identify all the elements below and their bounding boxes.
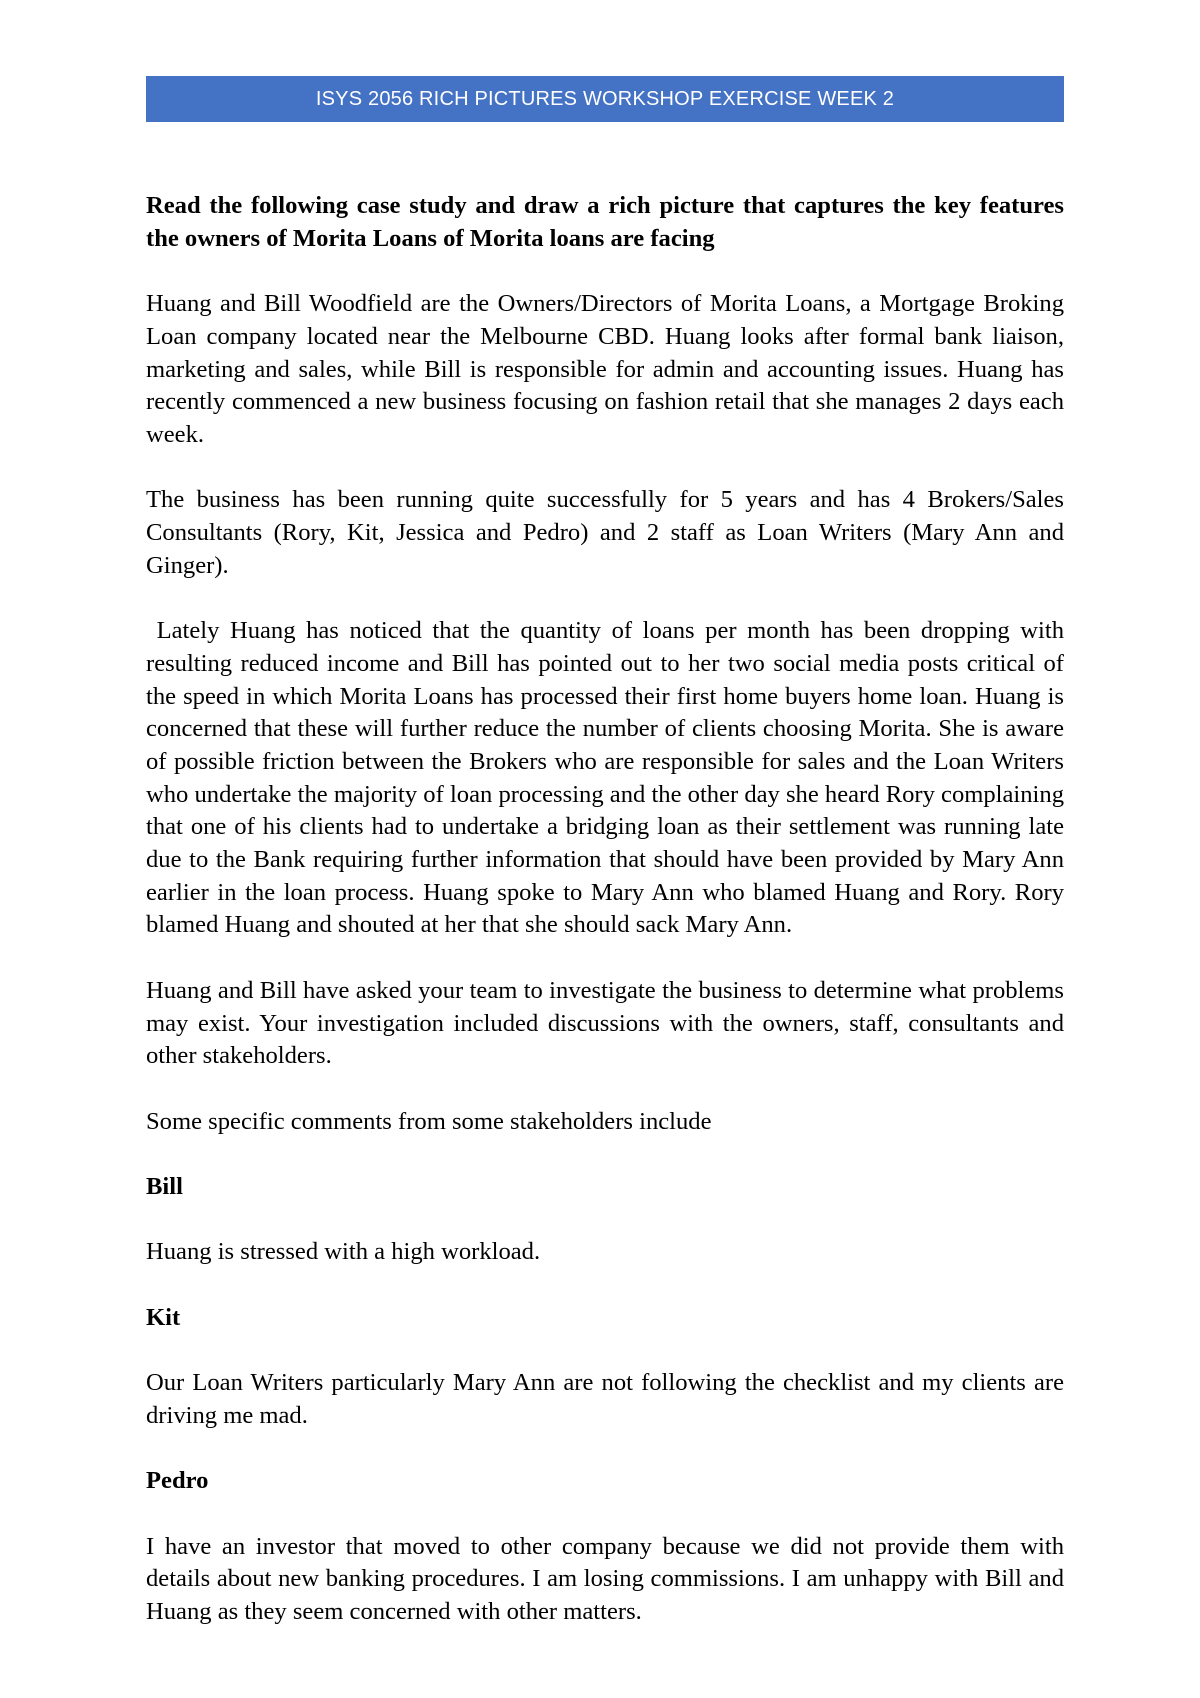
paragraph-problems: Lately Huang has noticed that the quantity of loans per month has been dropping with resulting reduced income and Bill has pointed out to her two social media posts critical of the speed in which Morita Loans has processed their first home buyers home loan. Huang is concerned that these will further reduce the number of clients choosing Morita. She is aware of possible friction between the Brokers who are responsible for sales and the Loan Writers who undertake the majority of loan processing and the other day she heard Rory complaining that one of his clients had to undertake a bridging loan as their settlement was running late due to the Bank requiring further information that should have been provided by Mary Ann earlier in the loan process. Huang spoke to Mary Ann who blamed Huang and Rory. Rory blamed Huang and shouted at her that she should sack Mary Ann. [146,617,1064,939]
instruction-heading: Read the following case study and draw a rich picture that captures the key features the owners of Morita Loans of Morita loans are facing [146,192,1064,252]
comment-pedro [146,1465,1064,1629]
paragraph-investigation: Huang and Bill have asked your team to investigate the business to determine what problems may exist. Your investigation included discussions with the owners, staff, consultants and other stakeholders. [146,976,1064,1070]
paragraph-comments-intro: Some specific comments from some stakeholders include [146,1107,712,1135]
speaker-comment: I have an investor that moved to other company because we did not provide them with details about new banking procedures. I am losing commissions. I am unhappy with Bill and Huang as they seem concerned with other matters. [146,1532,1064,1626]
speaker-comment: Huang is stressed with a high workload. [146,1238,541,1266]
header-title: ISYS 2056 RICH PICTURES WORKSHOP EXERCISE WEEK 2 [315,88,895,110]
document-body [146,190,1064,1629]
speaker-name: Bill [146,1173,183,1200]
comment-bill [146,1171,1064,1269]
speaker-name: Pedro [146,1467,209,1495]
speaker-comment: Our Loan Writers particularly Mary Ann are not following the checklist and my clients are driving me mad. [146,1369,1064,1429]
comment-kit [146,1302,1064,1433]
paragraph-business: The business has been running quite successfully for 5 years and has 4 Brokers/Sales Consultants (Rory, Kit, Jessica and Pedro) and 2 staff as Loan Writers (Mary Ann and Ginger). [146,486,1064,579]
paragraph-owners: Huang and Bill Woodfield are the Owners/Directors of Morita Loans, a Mortgage Broking Loan company located near the Melbourne CBD. Huang looks after formal bank liaison, marketing and sales, while Bill is responsible for admin and accounting issues. Huang has recently commenced a new business focusing on fashion retail that she manages 2 days each week. [146,290,1064,448]
speaker-name: Kit [146,1303,181,1331]
header-banner [146,76,1064,122]
